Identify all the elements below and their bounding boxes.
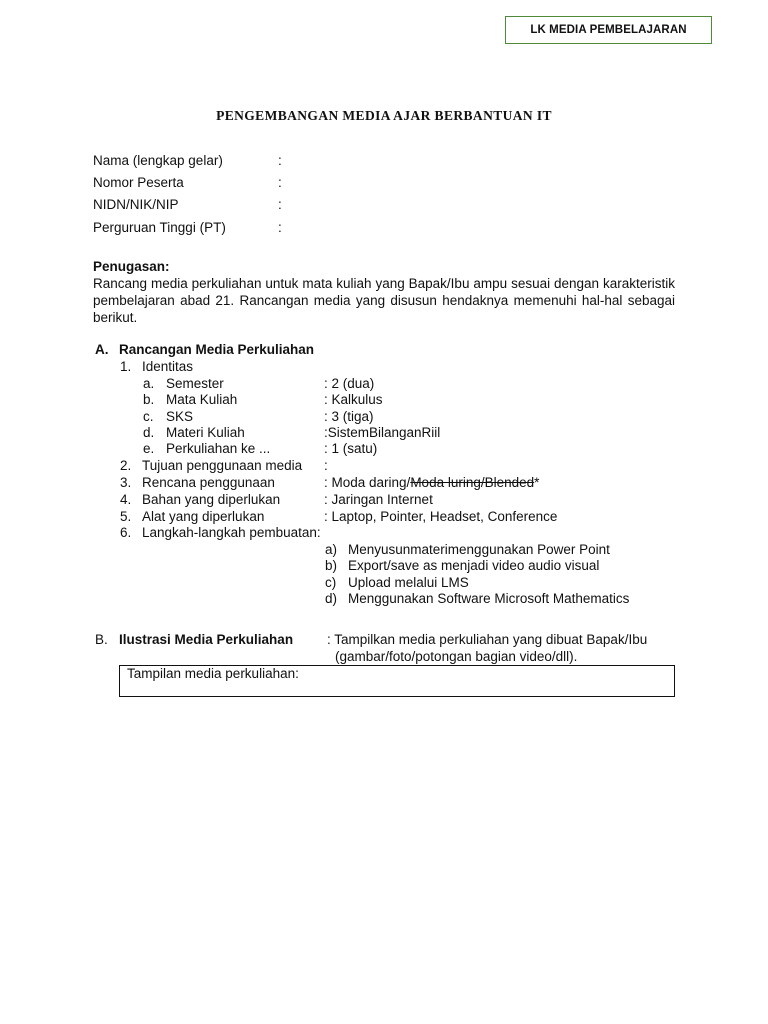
item-value-bahan: : Jaringan Internet — [324, 492, 433, 507]
step-letter-a: a) — [325, 542, 338, 557]
item-label-alat: Alat yang diperlukan — [142, 509, 265, 524]
field-sep-nidn: : — [278, 197, 282, 212]
field-label-pt: Perguruan Tinggi (PT) — [93, 220, 226, 235]
sub-value-semester: : 2 (dua) — [324, 376, 375, 391]
field-sep-pt: : — [278, 220, 282, 235]
sub-letter-materi: d. — [143, 425, 155, 440]
item-value-rencana — [324, 475, 539, 491]
sub-letter-perkuliahan: e. — [143, 441, 155, 456]
sub-letter-sks: c. — [143, 409, 154, 424]
item-num-bahan: 4. — [120, 492, 132, 507]
media-display-label: Tampilan media perkuliahan: — [127, 666, 299, 681]
section-b-instruction-1: : Tampilkan media perkuliahan yang dibuat Bapak/Ibu — [327, 632, 648, 647]
rencana-value-struck: Moda luring/Blended — [410, 475, 535, 490]
sub-value-sks: : 3 (tiga) — [324, 409, 374, 424]
step-text-a: Menyusunmaterimenggunakan Power Point — [348, 542, 610, 557]
field-sep-nama: : — [278, 153, 282, 168]
assignment-heading: Penugasan: — [93, 259, 170, 274]
step-text-b: Export/save as menjadi video audio visual — [348, 558, 600, 573]
item-num-identitas: 1. — [120, 359, 132, 374]
section-b-marker: B. — [95, 632, 108, 647]
sub-value-materi: :SistemBilanganRiil — [324, 425, 441, 440]
item-label-rencana: Rencana penggunaan — [142, 475, 275, 490]
item-num-rencana: 3. — [120, 475, 132, 490]
section-a-heading: Rancangan Media Perkuliahan — [119, 342, 315, 357]
step-letter-d: d) — [325, 591, 338, 606]
field-label-nidn: NIDN/NIK/NIP — [93, 197, 179, 212]
sub-letter-semester: a. — [143, 376, 155, 391]
item-label-langkah: Langkah-langkah pembuatan: — [142, 525, 321, 540]
step-letter-c: c) — [325, 575, 337, 590]
lk-header-text: LK MEDIA PEMBELAJARAN — [530, 24, 687, 36]
sub-value-mata-kuliah: : Kalkulus — [324, 392, 383, 407]
item-num-langkah: 6. — [120, 525, 132, 540]
field-label-nama: Nama (lengkap gelar) — [93, 153, 223, 168]
page-title: PENGEMBANGAN MEDIA AJAR BERBANTUAN IT — [216, 108, 552, 123]
sub-label-materi: Materi Kuliah — [166, 425, 245, 440]
section-b-instruction-2: (gambar/foto/potongan bagian video/dll). — [335, 649, 578, 664]
sub-label-perkuliahan: Perkuliahan ke ... — [166, 441, 271, 456]
field-sep-nomor: : — [278, 175, 282, 190]
step-text-c: Upload melalui LMS — [348, 575, 469, 590]
rencana-value-prefix: : Moda daring/ — [324, 475, 411, 490]
item-value-tujuan: : — [324, 458, 328, 473]
lk-header-box — [505, 16, 712, 44]
item-label-tujuan: Tujuan penggunaan media — [142, 458, 303, 473]
sub-label-mata-kuliah: Mata Kuliah — [166, 392, 238, 407]
item-label-identitas: Identitas — [142, 359, 194, 374]
rencana-value-suffix: * — [534, 475, 540, 490]
sub-label-sks: SKS — [166, 409, 194, 424]
item-num-tujuan: 2. — [120, 458, 132, 473]
sub-label-semester: Semester — [166, 376, 224, 391]
section-b-heading: Ilustrasi Media Perkuliahan — [119, 632, 294, 647]
step-letter-b: b) — [325, 558, 338, 573]
media-display-box — [119, 665, 675, 697]
sub-letter-mata-kuliah: b. — [143, 392, 155, 407]
section-a-marker: A. — [95, 342, 109, 357]
item-num-alat: 5. — [120, 509, 132, 524]
assignment-text: Rancang media perkuliahan untuk mata kuliah yang Bapak/Ibu ampu sesuai dengan karakteristik pembelajaran abad 21. Rancangan media yang disusun hendaknya memenuhi hal-hal sebagai berikut. — [93, 276, 675, 325]
field-label-nomor: Nomor Peserta — [93, 175, 184, 190]
step-text-d: Menggunakan Software Microsoft Mathematics — [348, 591, 630, 606]
item-label-bahan: Bahan yang diperlukan — [142, 492, 281, 507]
sub-value-perkuliahan: : 1 (satu) — [324, 441, 378, 456]
item-value-alat: : Laptop, Pointer, Headset, Conference — [324, 509, 558, 524]
